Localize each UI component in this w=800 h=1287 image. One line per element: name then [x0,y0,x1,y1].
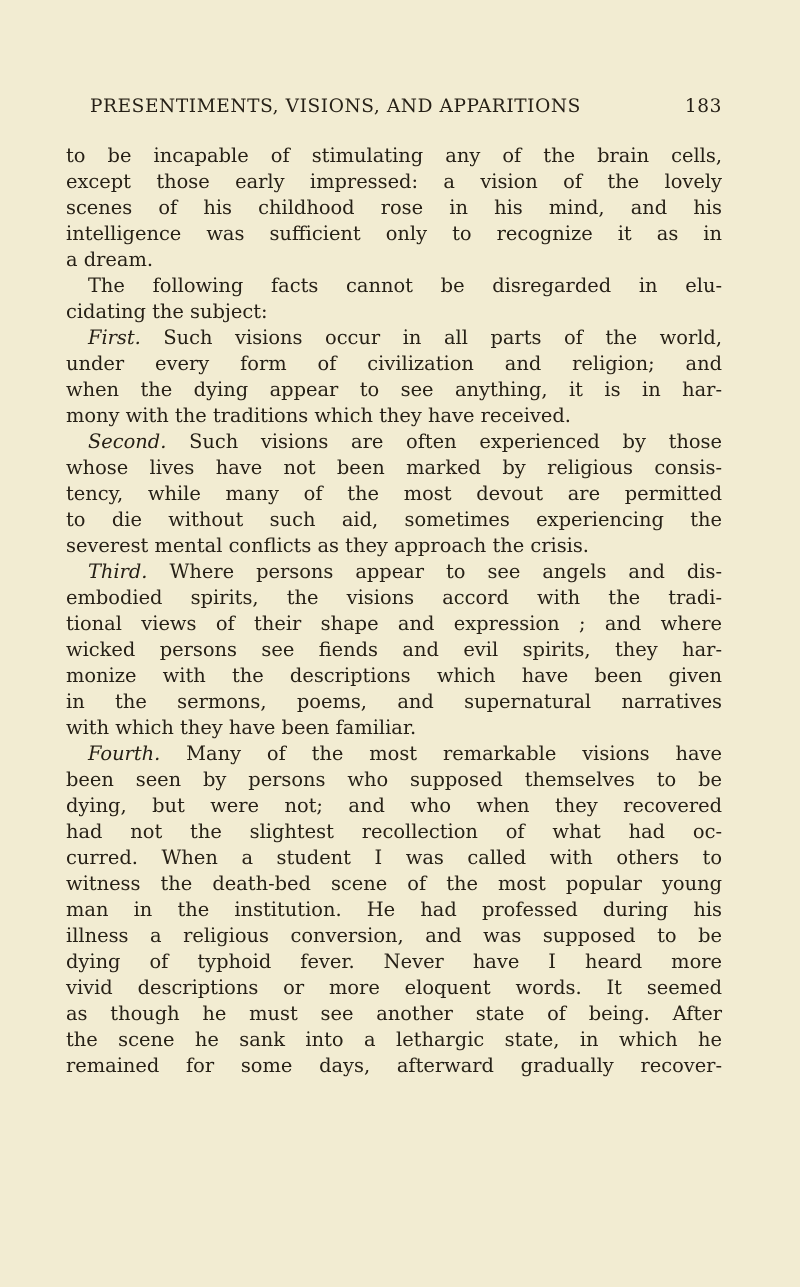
text-line: Fourth. Many of the most remarkable visions have [88,742,722,765]
text-line: been seen by persons who supposed themselves to be [66,768,722,791]
text-line: First. Such visions occur in all parts of the world, [88,326,722,349]
text-line: dying of typhoid fever. Never have I heard more [66,950,722,973]
text-line: The following facts cannot be disregarded in elu- [88,274,722,297]
text-line: curred. When a student I was called with others to [66,846,722,869]
section-lead: Second. [88,430,167,453]
running-title: PRESENTIMENTS, VISIONS, AND APPARITIONS [90,96,581,117]
text-line: when the dying appear to see anything, it is in har- [66,378,722,401]
text-line: tency, while many of the most devout are permitted [66,482,722,505]
text-line: scenes of his childhood rose in his mind, and his [66,196,722,219]
text-line: wicked persons see fiends and evil spirits, they har- [66,638,722,661]
text-line: except those early impressed: a vision of the lovely [66,170,722,193]
text-line: cidating the subject: [66,300,268,323]
text-line: with which they have been familiar. [66,716,417,739]
text-line: man in the institution. He had professed during his [66,898,722,921]
page-number: 183 [684,96,722,117]
text-line: Second. Such visions are often experienced by those [88,430,722,453]
text-line: embodied spirits, the visions accord with the tradi- [66,586,722,609]
section-lead: Third. [88,560,148,583]
text-line: as though he must see another state of being. After [66,1002,722,1025]
text-line: in the sermons, poems, and supernatural narratives [66,690,722,713]
section-lead: First. [88,326,141,349]
text-line: to be incapable of stimulating any of the brain cells, [66,144,722,167]
text-line: remained for some days, afterward gradually recover- [66,1054,722,1077]
text-line: vivid descriptions or more eloquent words. It seemed [66,976,722,999]
text-line: illness a religious conversion, and was supposed to be [66,924,722,947]
text-line: a dream. [66,248,153,271]
text-line: tional views of their shape and expression ; and where [66,612,722,635]
text-line: mony with the traditions which they have received. [66,404,571,427]
section-lead: Fourth. [88,742,161,765]
text-line: intelligence was sufficient only to recognize it as in [66,222,722,245]
text-line: severest mental conflicts as they approach the crisis. [66,534,589,557]
text-line: Third. Where persons appear to see angels and dis- [88,560,722,583]
body-text [66,143,722,1079]
text-line: monize with the descriptions which have been given [66,664,722,687]
text-line: to die without such aid, sometimes experiencing the [66,508,722,531]
text-line: had not the slightest recollection of what had oc- [66,820,722,843]
text-line: witness the death-bed scene of the most popular young [66,872,722,895]
text-line: under every form of civilization and religion; and [66,352,722,375]
text-line: dying, but were not; and who when they recovered [66,794,722,817]
running-head [90,96,722,122]
text-line: the scene he sank into a lethargic state, in which he [66,1028,722,1051]
text-line: whose lives have not been marked by religious consis- [66,456,722,479]
